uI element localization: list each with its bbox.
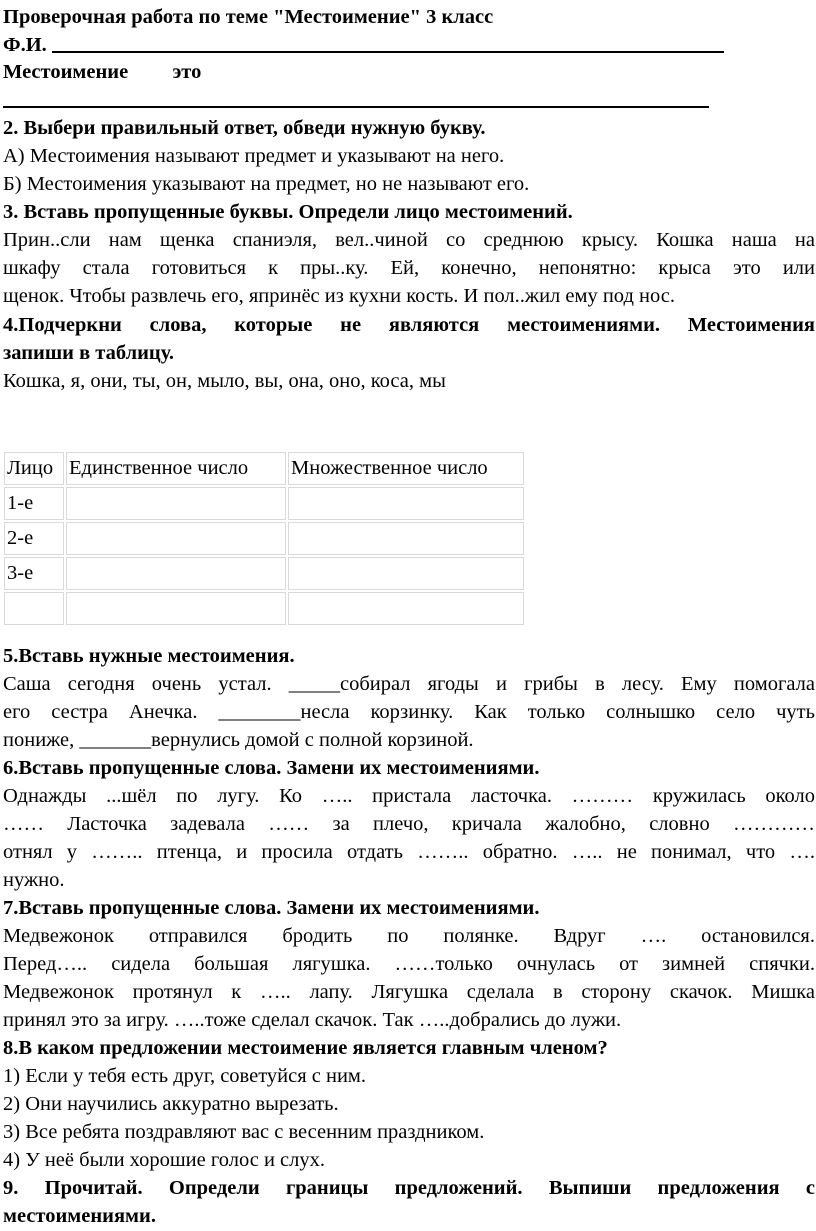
definition-answer-line [3,106,709,108]
task8-option: 2) Они научились аккуратно вырезать. [3,1093,339,1115]
task2-option-b: Б) Местоимения указывают на предмет, но не называют его. [3,173,530,195]
task9-heading: 9. Прочитай. Определи границы предложений. Выпиши предложения с [3,1177,815,1199]
table-cell-person [4,592,64,625]
task5-text-line: его сестра Анечка. ________несла корзинку. Как только солнышко село чуть [3,701,815,723]
task8-heading: 8.В каком предложении местоимение является главным членом? [3,1037,608,1059]
table-cell-person: 2-е [4,522,64,555]
table-cell-person: 1-е [4,487,64,520]
task6-text-line: отнял у …….. птенца, и просила отдать …….. обратно. ….. не понимал, что …. [3,841,815,863]
definition-is: это [172,61,202,83]
task7-text-line: Медвежонок отправился бродить по полянке. Вдруг …. остановился. [3,925,815,947]
name-field-label: Ф.И. [3,34,47,56]
task3-text-line: щенок. Чтобы развлечь его, япринёс из кухни кость. И пол..жил ему под нос. [3,285,675,307]
task3-heading: 3. Вставь пропущенные буквы. Определи лицо местоимений. [3,201,573,223]
task7-text-line: Медвежонок протянул к ….. лапу. Лягушка сделала в сторону скачок. Мишка [3,981,815,1003]
table-row [4,487,524,520]
task3-text-line: Прин..сли нам щенка спаниэля, вел..чиной со среднюю крысу. Кошка наша на [3,229,815,251]
task9-heading: местоимениями. [3,1205,156,1227]
task6-text-line: нужно. [3,869,65,891]
task4-heading: 4.Подчеркни слова, которые не являются местоимениями. Местоимения [3,314,815,336]
task3-text-line: шкафу стала готовиться к пры..ку. Ей, конечно, непонятно: крыса это или [3,257,815,279]
table-row [4,557,524,590]
table-row [4,522,524,555]
table-row [4,592,524,625]
pronoun-table [2,450,526,627]
task7-heading: 7.Вставь пропущенные слова. Замени их местоимениями. [3,897,540,919]
task5-text-line: пониже, _______вернулись домой с полной корзиной. [3,729,474,751]
table-cell[interactable] [288,487,524,520]
table-cell[interactable] [288,522,524,555]
task2-heading: 2. Выбери правильный ответ, обведи нужную букву. [3,117,486,139]
task5-heading: 5.Вставь нужные местоимения. [3,645,295,667]
task7-text-line: принял это за игру. …..тоже сделал скачок. Так …..добрались до лужи. [3,1009,622,1031]
task6-heading: 6.Вставь пропущенные слова. Замени их местоимениями. [3,757,540,779]
table-cell[interactable] [66,522,286,555]
task8-option: 4) У неё были хорошие голос и слух. [3,1149,326,1171]
task4-word-list: Кошка, я, они, ты, он, мыло, вы, она, оно, коса, мы [3,370,446,392]
task6-text-line: …… Ласточка задевала …… за плечо, кричала жалобно, словно ………… [3,813,815,835]
table-cell[interactable] [288,592,524,625]
worksheet-title: Проверочная работа по теме "Местоимение" 3 класс [3,6,494,28]
table-cell[interactable] [66,592,286,625]
table-cell[interactable] [288,557,524,590]
table-cell[interactable] [66,557,286,590]
definition-word: Местоимение [3,61,129,83]
table-cell[interactable] [66,487,286,520]
task2-option-a: А) Местоимения называют предмет и указывают на него. [3,145,505,167]
definition-line [3,58,815,86]
table-header-cell: Лицо [4,452,64,485]
task5-text-line: Саша сегодня очень устал. _____собирал ягоды и грибы в лесу. Ему помогала [3,673,815,695]
table-cell-person: 3-е [4,557,64,590]
task8-option: 3) Все ребята поздравляют вас с весенним праздником. [3,1121,485,1143]
task8-option: 1) Если у тебя есть друг, советуйся с ним. [3,1065,367,1087]
task6-text-line: Однажды ...шёл по лугу. Ко ….. пристала ласточка. ……… кружилась около [3,785,815,807]
task4-heading: запиши в таблицу. [3,342,175,364]
table-header-cell: Множественное число [288,452,524,485]
table-header-row [4,452,524,485]
task7-text-line: Перед….. сидела большая лягушка. ……только очнулась от зимней спячки. [3,953,815,975]
name-answer-line [52,51,724,53]
table-header-cell: Единственное число [66,452,286,485]
